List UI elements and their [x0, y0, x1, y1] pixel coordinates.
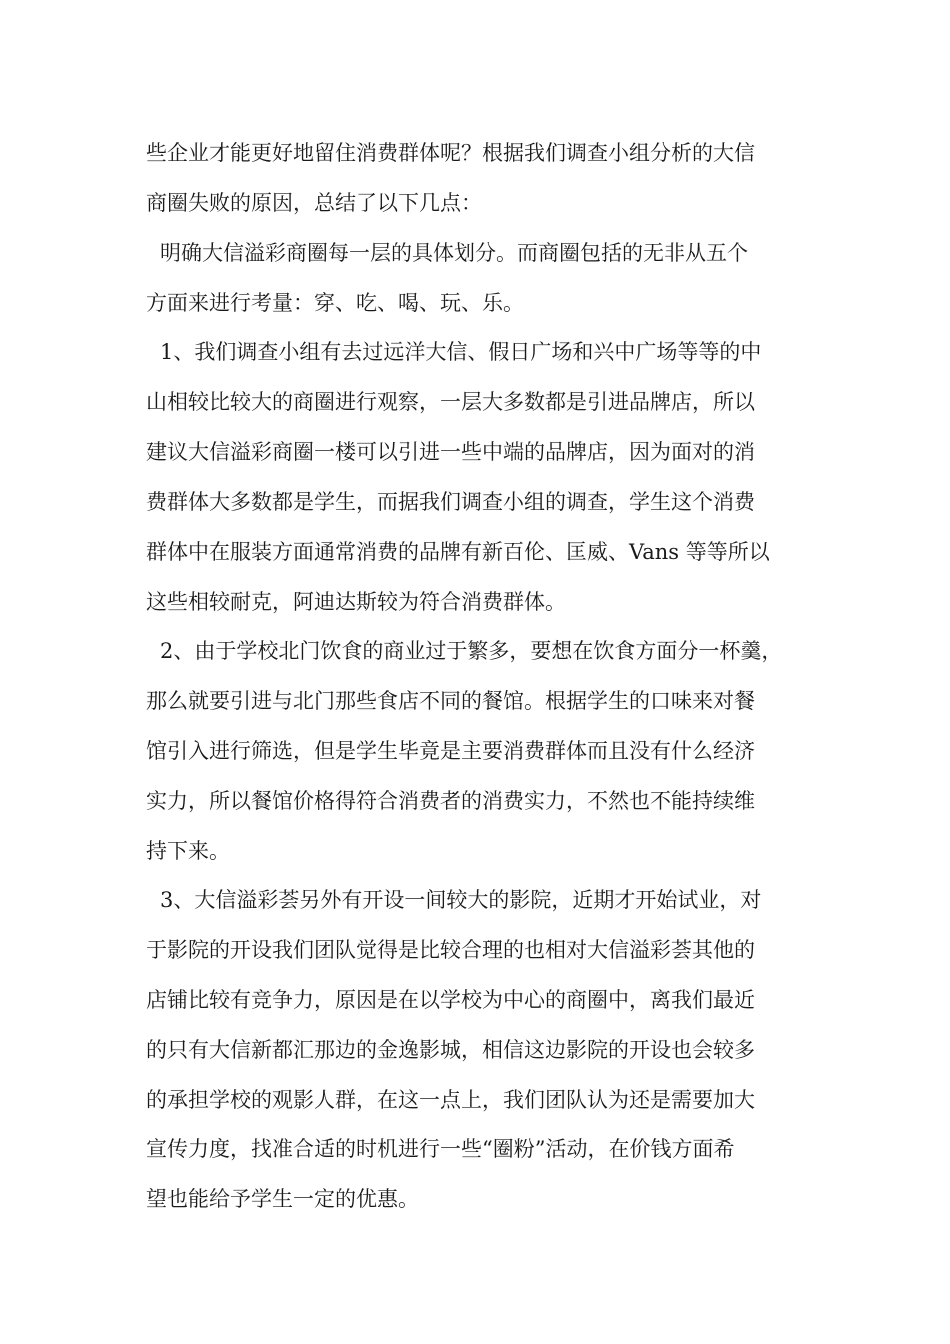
text-line: 馆引入进行筛选，但是学生毕竟是主要消费群体而且没有什么经济 — [146, 739, 755, 763]
text-line: 建议大信溢彩商圈一楼可以引进一些中端的品牌店，因为面对的消 — [146, 440, 755, 464]
text-line: 群体中在服装方面通常消费的品牌有新百伦、匡威、Vans 等等所以 — [146, 540, 770, 564]
text-line: 2、由于学校北门饮食的商业过于繁多，要想在饮食方面分一杯羹， — [160, 639, 783, 663]
text-line: 宣传力度，找准合适的时机进行一些“圈粉”活动，在价钱方面希 — [146, 1137, 735, 1161]
text-line: 那么就要引进与北门那些食店不同的餐馆。根据学生的口味来对餐 — [146, 689, 755, 713]
text-line: 山相较比较大的商圈进行观察，一层大多数都是引进品牌店，所以 — [146, 390, 755, 414]
text-line: 持下来。 — [146, 839, 230, 863]
text-line: 这些相较耐克，阿迪达斯较为符合消费群体。 — [146, 590, 566, 614]
text-line: 店铺比较有竞争力，原因是在以学校为中心的商圈中，离我们最近 — [146, 988, 755, 1012]
text-line: 3、大信溢彩荟另外有开设一间较大的影院，近期才开始试业，对 — [160, 888, 762, 912]
text-line: 于影院的开设我们团队觉得是比较合理的也相对大信溢彩荟其他的 — [146, 938, 755, 962]
text-line: 商圈失败的原因，总结了以下几点： — [146, 191, 482, 215]
text-line: 费群体大多数都是学生，而据我们调查小组的调查，学生这个消费 — [146, 490, 755, 514]
text-line: 望也能给予学生一定的优惠。 — [146, 1187, 419, 1211]
text-line: 的只有大信新都汇那边的金逸影城，相信这边影院的开设也会较多 — [146, 1038, 755, 1062]
text-line: 1、我们调查小组有去过远洋大信、假日广场和兴中广场等等的中 — [160, 340, 762, 364]
text-line: 些企业才能更好地留住消费群体呢？根据我们调查小组分析的大信 — [146, 141, 755, 165]
text-line: 的承担学校的观影人群，在这一点上，我们团队认为还是需要加大 — [146, 1088, 755, 1112]
text-line: 方面来进行考量：穿、吃、喝、玩、乐。 — [146, 291, 524, 315]
text-line: 明确大信溢彩商圈每一层的具体划分。而商圈包括的无非从五个 — [160, 241, 748, 265]
text-line: 实力，所以餐馆价格得符合消费者的消费实力，不然也不能持续维 — [146, 789, 755, 813]
